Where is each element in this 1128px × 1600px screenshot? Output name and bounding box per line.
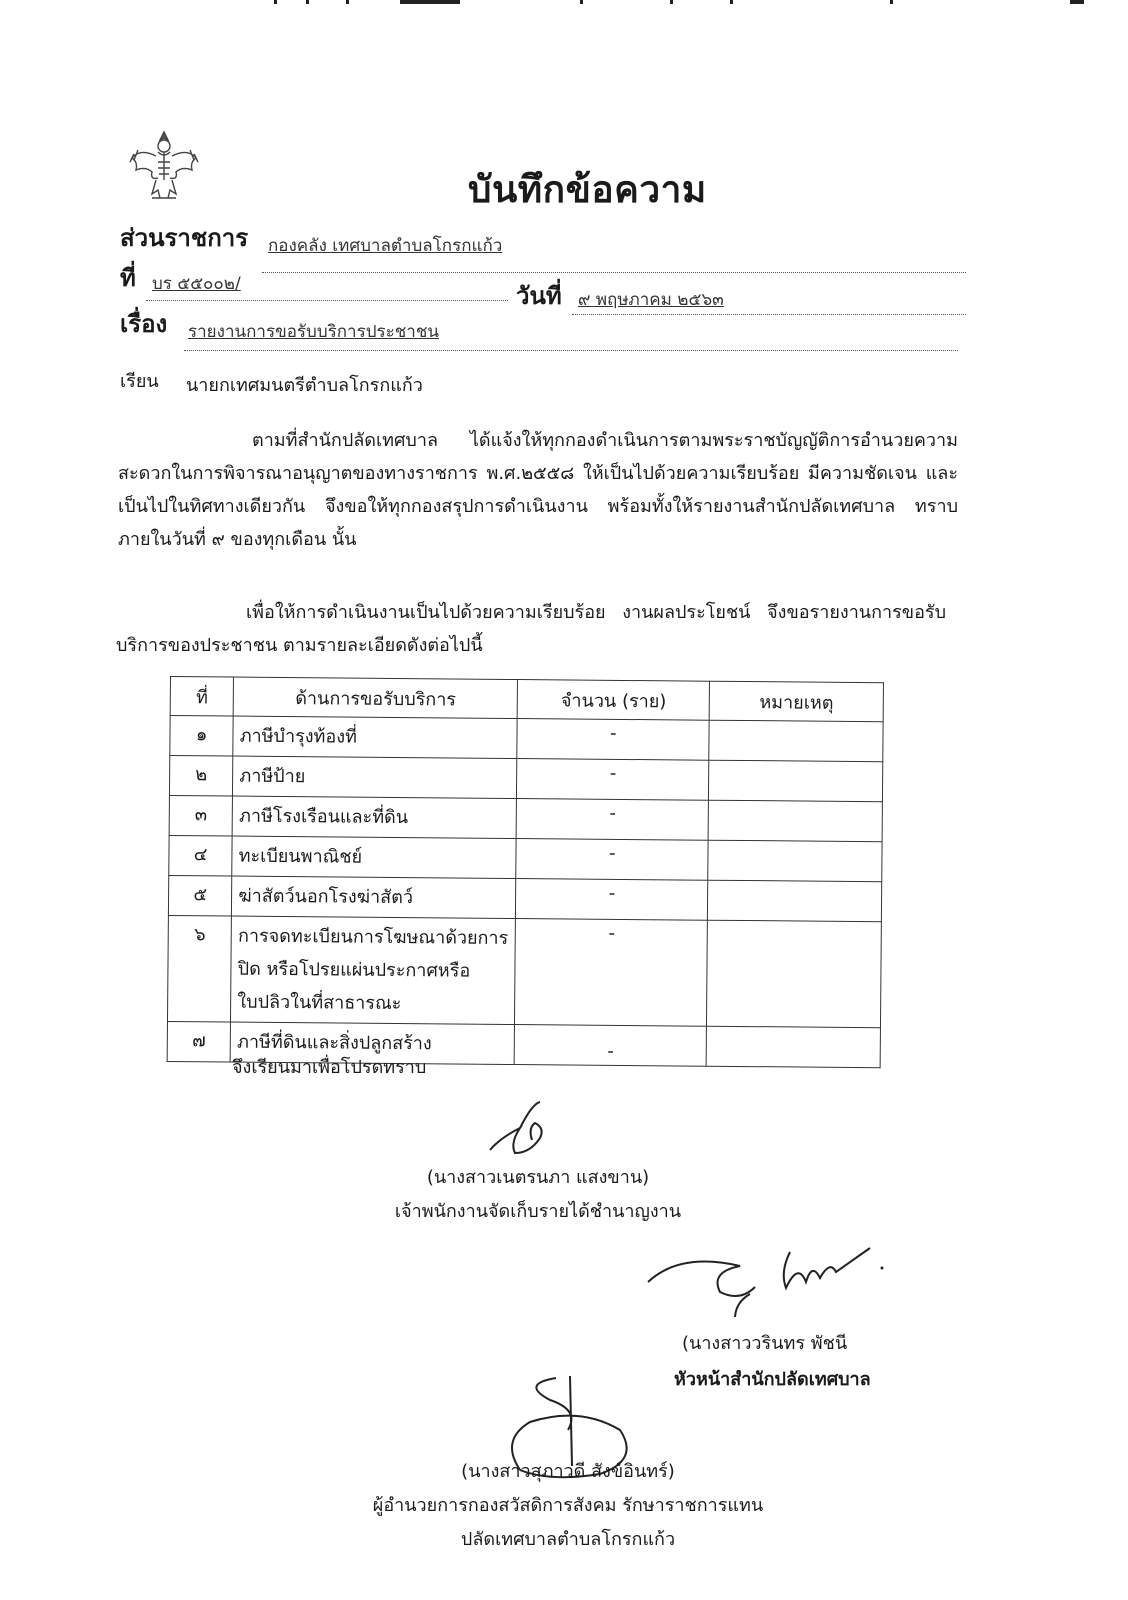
row-no: ๗ — [167, 1021, 231, 1062]
table-row — [169, 835, 882, 881]
row-service: ภาษีบำรุงท้องที่ — [233, 716, 518, 758]
subject-dotted-line — [184, 350, 958, 351]
table-row — [167, 915, 881, 1027]
row-no: ๒ — [169, 756, 233, 797]
row-count: - — [517, 719, 709, 761]
ref-value: บร ๕๕๐๐๒/ — [152, 274, 241, 294]
row-note — [708, 840, 882, 882]
to-label: เรียน — [120, 371, 159, 392]
signer-1-name: (นางสาวเนตรนภา แสงขาน) — [426, 1167, 650, 1188]
row-no: ๑ — [170, 716, 234, 757]
scan-edge-marks — [250, 0, 1100, 4]
table-row — [169, 756, 882, 802]
signature-2-scribble — [640, 1232, 890, 1322]
subject-value: รายงานการขอรับบริการประชาชน — [188, 322, 440, 342]
signer-3-title: ผู้อำนวยการกองสวัสดิการสังคม รักษาราชการแทน — [372, 1495, 764, 1516]
row-service: ภาษีที่ดินและสิ่งปลูกสร้าง — [230, 1022, 515, 1064]
table-row — [168, 875, 881, 921]
date-dotted-line — [572, 314, 966, 315]
date-label: วันที่ — [516, 282, 562, 310]
signer-2-name: (นางสาววรินทร พัชนี — [682, 1333, 848, 1354]
table-header-row — [170, 677, 883, 722]
service-table — [167, 676, 884, 1068]
row-count: - — [515, 1025, 707, 1067]
subject-label: เรื่อง — [120, 310, 168, 338]
signer-1-title: เจ้าพนักงานจัดเก็บรายได้ชำนาญงาน — [394, 1201, 682, 1222]
row-note — [709, 760, 883, 802]
row-service: ฆ่าสัตว์นอกโรงฆ่าสัตว์ — [232, 876, 517, 918]
row-count: - — [517, 799, 709, 841]
agency-label: ส่วนราชการ — [120, 224, 249, 252]
row-service: ภาษีป้าย — [233, 756, 518, 798]
col-header-service: ด้านการขอรับบริการ — [233, 677, 518, 718]
memo-title: บันทึกข้อความ — [468, 168, 707, 211]
table-row — [169, 795, 882, 841]
row-count: - — [516, 839, 708, 881]
ref-dotted-line — [146, 300, 508, 301]
row-note — [707, 920, 882, 1028]
row-note — [708, 880, 882, 922]
signature-1-scribble — [480, 1098, 580, 1158]
table-row — [170, 716, 883, 762]
row-no: ๓ — [169, 795, 233, 836]
agency-value: กองคลัง เทศบาลตำบลโกรกแก้ว — [268, 236, 503, 256]
body-paragraph-1: ตามที่สำนักปลัดเทศบาล ได้แจ้งให้ทุกกองดำเนินการตามพระราชบัญญัติการอำนวยความสะดวกในการพิจารณาอนุญาตของทางราชการ พ.ศ.๒๕๕๘ ให้เป็นไปด้วยความเรียบร้อย มีความชัดเจน และเป็นไปในทิศทางเดียวกัน จึงขอให้ทุกกองสรุปการดำเนินงาน พร้อมทั้งให้รายงานสำนักปลัดเทศบาล ทราบ ภายในวันที่ ๙ ของทุกเดือน นั้น — [118, 430, 958, 550]
row-count: - — [515, 919, 708, 1027]
row-note — [709, 720, 883, 762]
row-note — [706, 1026, 880, 1068]
row-note — [708, 800, 882, 842]
signer-2-title: หัวหน้าสำนักปลัดเทศบาล — [674, 1369, 871, 1390]
to-value: นายกเทศมนตรีตำบลโกรกแก้ว — [186, 375, 423, 396]
row-no: ๔ — [169, 835, 233, 876]
row-count: - — [516, 879, 708, 921]
date-value: ๙ พฤษภาคม ๒๕๖๓ — [578, 290, 724, 310]
body-paragraph-2: เพื่อให้การดำเนินงานเป็นไปด้วยความเรียบร้อย งานผลประโยชน์ จึงขอรายงานการขอรับบริการของประชาชน ตามรายละเอียดดังต่อไปนี้ — [116, 602, 946, 656]
col-header-note: หมายเหตุ — [709, 681, 883, 722]
ref-label: ที่ — [120, 264, 136, 292]
garuda-emblem — [128, 128, 200, 204]
closing-line: จึงเรียนมาเพื่อโปรดทราบ — [232, 1057, 427, 1078]
row-no: ๕ — [168, 875, 232, 916]
row-no: ๖ — [167, 915, 231, 1022]
row-count: - — [517, 759, 709, 801]
row-service: ภาษีโรงเรือนและที่ดิน — [232, 796, 517, 838]
col-header-count: จำนวน (ราย) — [518, 680, 710, 721]
row-service: ทะเบียนพาณิชย์ — [232, 836, 517, 878]
agency-dotted-line — [262, 272, 966, 273]
row-service: การจดทะเบียนการโฆษณาด้วยการปิด หรือโปรยแผ่นประกาศหรือใบปลิวในที่สาธารณะ — [231, 916, 516, 1024]
signer-3-title-2: ปลัดเทศบาลตำบลโกรกแก้ว — [460, 1529, 676, 1550]
col-header-no: ที่ — [170, 677, 234, 717]
signer-3-name: (นางสาวสุภาวดี สังข์อินทร์) — [461, 1461, 675, 1482]
